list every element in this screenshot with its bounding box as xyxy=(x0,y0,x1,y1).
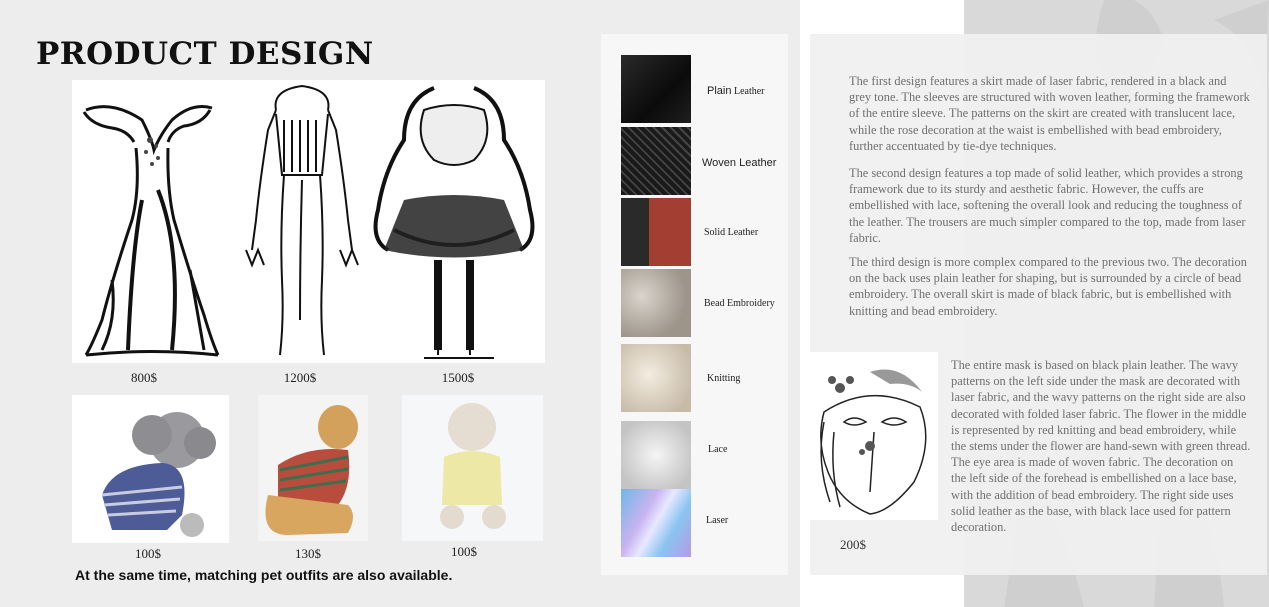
right-panel xyxy=(800,0,1269,607)
design-2-sketch xyxy=(242,80,362,363)
design-1-sketch xyxy=(72,80,232,363)
lace-swatch xyxy=(621,421,691,489)
laser-swatch xyxy=(621,489,691,557)
pet-1-price: 100$ xyxy=(135,546,161,561)
plain-leather-label: Plain Leather xyxy=(707,85,765,97)
design-2-price: 1200$ xyxy=(283,370,317,385)
pet-poodle-yellow-photo xyxy=(402,395,543,541)
solid-leather-swatch xyxy=(621,198,691,266)
pet-3-price: 100$ xyxy=(451,544,477,559)
mask-sketch xyxy=(810,352,938,520)
mask-price: 200$ xyxy=(840,537,866,552)
lace-label: Lace xyxy=(708,444,728,455)
pet-golden-retriever-photo xyxy=(258,395,368,541)
mask-description: The entire mask is based on black plain leather. The wavy patterns on the left side under the mask are decorated with laser fabric, and the wavy patterns on the right side are also decorated with folded laser fabric. The flower in the middle is represented by red knitting and bead embroidery, while the stems under the flower are hand-sewn with green thread. The eye area is made of woven fabric. The decoration on the left side of the forehead is embellished on a lace base, with the addition of bead embroidery. The right side uses solid leather as the base, with black lace used for pattern decoration. xyxy=(951,358,1251,535)
design-sketches xyxy=(72,80,545,363)
knitting-swatch xyxy=(621,344,691,412)
plain-leather-swatch xyxy=(621,55,691,123)
knitting-label: Knitting xyxy=(707,373,741,384)
woven-leather-label: Woven Leather xyxy=(702,157,777,169)
design-1-description: The first design features a skirt made of laser fabric, rendered in a black and grey tone. The sleeves are structured with woven leather, forming the framework of the entire sleeve. The patterns on the skirt are created with translucent lace, while the rose decoration at the waist is embellished with bead embroidery, further accentuated by tie-dye techniques. xyxy=(849,74,1250,153)
bead-embroidery-swatch xyxy=(621,269,691,337)
solid-leather-label: Solid Leather xyxy=(704,227,759,238)
pet-2-price: 130$ xyxy=(295,546,321,561)
pet-poodle-blue-photo xyxy=(72,395,229,543)
woven-leather-swatch xyxy=(621,127,691,195)
laser-label: Laser xyxy=(706,515,729,526)
design-1-price: 800$ xyxy=(131,370,157,385)
pet-outfit-note: At the same time, matching pet outfits are also available. xyxy=(75,567,453,583)
design-2-description: The second design features a top made of solid leather, which provides a strong framework due to its sturdy and aesthetic fabric. However, the cuffs are embellished with lace, softening the overall look and reducing the toughness of the leather. The trousers are much simpler compared to the top, made from laser fabric. xyxy=(849,166,1246,245)
bead-embroidery-label: Bead Embroidery xyxy=(704,298,775,309)
page-title: PRODUCT DESIGN xyxy=(36,36,374,72)
design-3-sketch xyxy=(364,80,544,363)
materials-panel xyxy=(601,34,788,575)
design-3-price: 1500$ xyxy=(441,370,475,385)
design-3-description: The third design is more complex compared to the previous two. The decoration on the back uses plain leather for shaping, but is surrounded by a circle of bead embroidery. The overall skirt is made of black fabric, but is embellished with knitting and bead embroidery. xyxy=(849,255,1247,318)
